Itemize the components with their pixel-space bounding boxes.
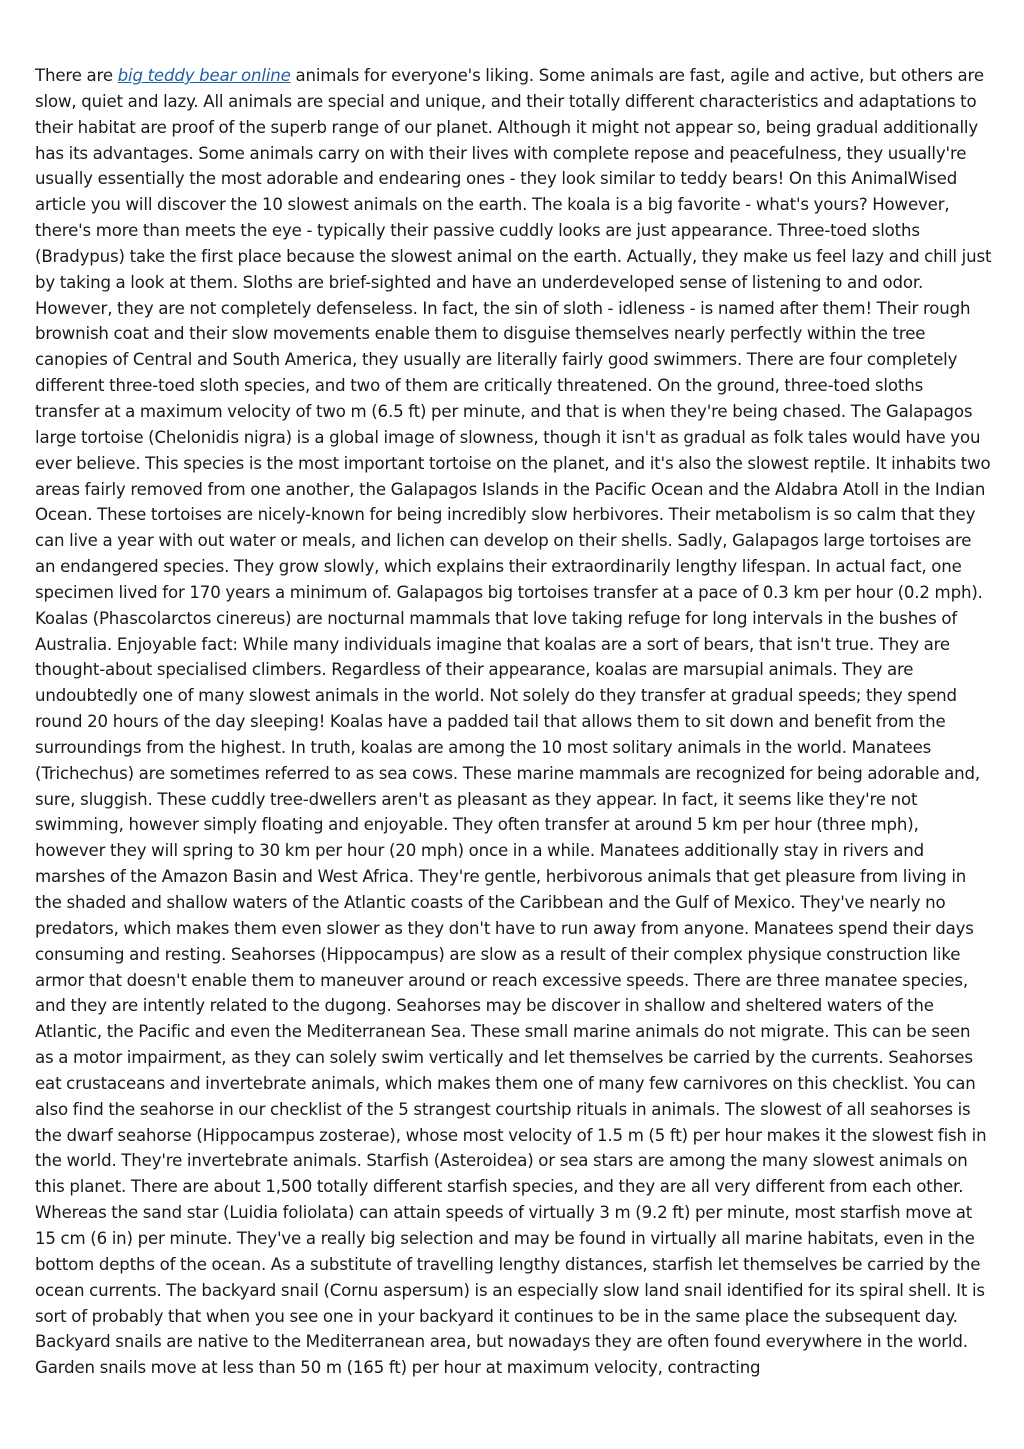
teddy-bear-link[interactable]: big teddy bear online (117, 66, 291, 85)
article-text: animals for everyone's liking. Some animals are fast, agile and active, but others are slow, quiet and lazy. All animals are special and unique, and their totally different characteristics and adaptations to their habitat are proof of the superb range of our planet. Although it might not appear so, being gradual additionally has its advantages. Some animals carry on with their lives with complete repose and peacefulness, they usually're usually essentially the most adorable and endearing ones - they look similar to teddy bears! On this AnimalWised article you will discover the 10 slowest animals on the earth. The koala is a big favorite - what's yours? However, there's more than meets the eye - typically their passive cuddly looks are just appearance. Three-toed sloths (Bradypus) take the first place because the slowest animal on the earth. Actually, they make us feel lazy and chill just by taking a look at them. Sloths are brief-sighted and have an underdeveloped sense of listening to and odor. However, they are not completely defenseless. In fact, the sin of sloth - idleness - is named after them! Their rough brownish coat and their slow movements enable them to disguise themselves nearly perfectly within the tree canopies of Central and South America, they usually are literally fairly good swimmers. There are four completely different three-toed sloth species, and two of them are critically threatened. On the ground, three-toed sloths transfer at a maximum velocity of two m (6.5 ft) per minute, and that is when they're being chased. The Galapagos large tortoise (Chelonidis nigra) is a global image of slowness, though it isn't as gradual as folk tales would have you ever believe. This species is the most important tortoise on the planet, and it's also the slowest reptile. It inhabits two areas fairly removed from one another, the Galapagos Islands in the Pacific Ocean and the Aldabra Atoll in the Indian Ocean. These tortoises are nicely-known for being incredibly slow herbivores. Their metabolism is so calm that they can live a year with out water or meals, and lichen can develop on their shells. Sadly, Galapagos large tortoises are an endangered species. They grow slowly, which explains their extraordinarily lengthy lifespan. In actual fact, one specimen lived for 170 years a minimum of. Galapagos big tortoises transfer at a pace of 0.3 km per hour (0.2 mph). Koalas (Phascolarctos cinereus) are nocturnal mammals that love taking refuge for long intervals in the bushes of Australia. Enjoyable fact: While many individuals imagine that koalas are a sort of bears, that isn't true. They are thought-about specialised climbers. Regardless of their appearance, koalas are marsupial animals. They are undoubtedly one of many slowest animals in the world. Not solely do they transfer at gradual speeds; they spend round 20 hours of the day sleeping! Koalas have a padded tail that allows them to sit down and benefit from the surroundings from the highest. In truth, koalas are among the 10 most solitary animals in the world. Manatees (Trichechus) are sometimes referred to as sea cows. These marine mammals are recognized for being adorable and, sure, sluggish. These cuddly tree-dwellers aren't as pleasant as they appear. In fact, it seems like they're not swimming, however simply floating and enjoyable. They often transfer at around 5 km per hour (three mph), however they will spring to 30 km per hour (20 mph) once in a while. Manatees additionally stay in rivers and marshes of the Amazon Basin and West Africa. They're gentle, herbivorous animals that get pleasure from living in the shaded and shallow waters of the Atlantic coasts of the Caribbean and the Gulf of Mexico. They've nearly no predators, which makes them even slower as they don't have to run away from anyone. Manatees spend their days consuming and resting. Seahorses (Hippocampus) are slow as a result of their complex physique construction like armor that doesn't enable them to maneuver around or reach excessive speeds. There are three manatee species, and they are intently related to the dugong. Seahorses may be discover in shallow and sheltered waters of the Atlantic, the Pacific and even the Mediterranean Sea. These small marine animals do not migrate. This can be seen as a motor impairment, as they can solely swim vertically and let themselves be carried by the currents. Seahorses eat crustaceans and invertebrate animals, which makes them one of many few carnivores on this checklist. You can also find the seahorse in our checklist of the 5 strangest courtship rituals in animals. The slowest of all seahorses is the dwarf seahorse (Hippocampus zosterae), whose most velocity of 1.5 m (5 ft) per hour makes it the slowest fish in the world. They're invertebrate animals. Starfish (Asteroidea) or sea stars are among the many slowest animals on this planet. There are about 1,500 totally different starfish species, and they are all very different from each other. Whereas the sand star (Luidia foliolata) can attain speeds of virtually 3 m (9.2 ft) per minute, most starfish move at 15 cm (6 in) per minute. They've a really big selection and may be found in virtually all marine habitats, even in the bottom depths of the ocean. As a substitute of travelling lengthy distances, starfish let themselves be carried by the ocean currents. The backyard snail (Cornu aspersum) is an especially slow land snail identified for its spiral shell. It is sort of probably that when you see one in your backyard it continues to be in the same place the subsequent day. Backyard snails are native to the Mediterranean area, but nowadays they are often found everywhere in the world. Garden snails move at less than 50 m (165 ft) per hour at maximum velocity, contracting (35, 66, 992, 1378)
intro-text: There are (35, 66, 118, 85)
article-body (35, 63, 992, 1381)
